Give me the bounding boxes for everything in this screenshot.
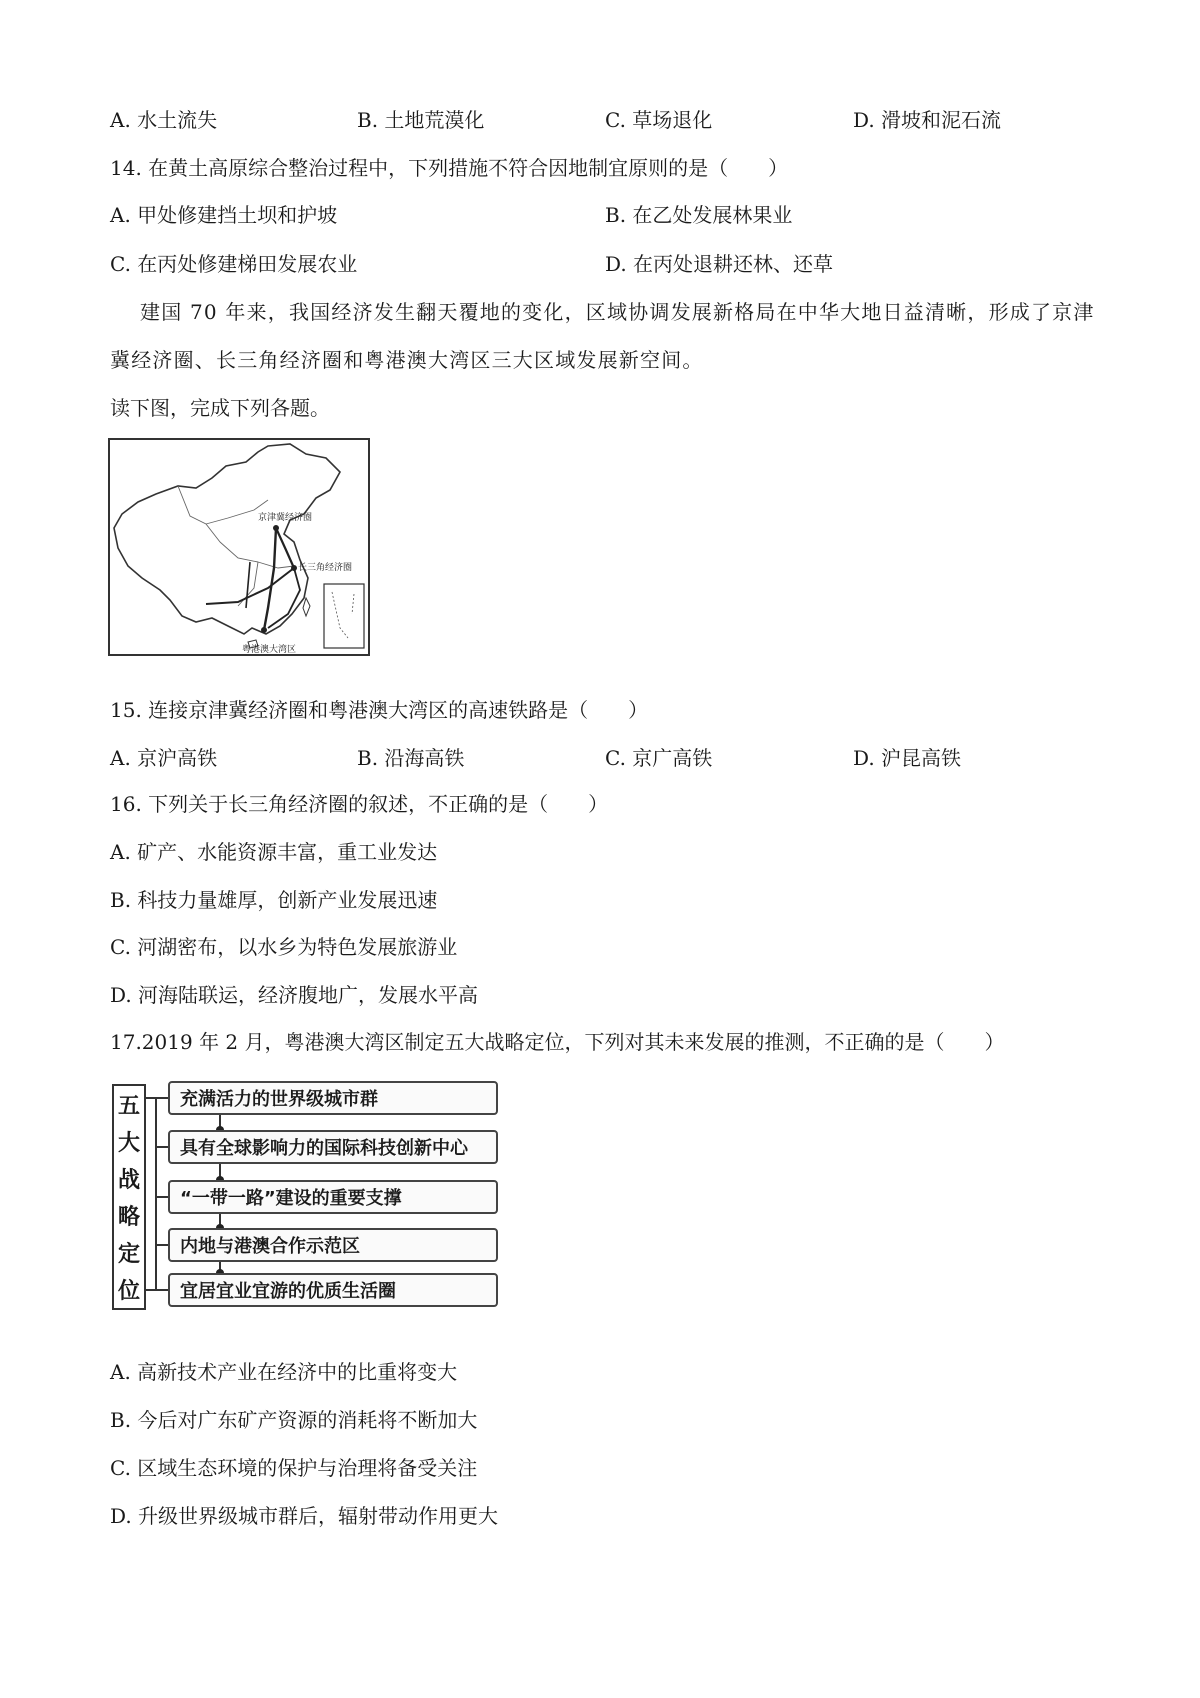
q13-option-d: D. 滑坡和泥石流 bbox=[853, 108, 1002, 132]
q14-option-d: D. 在丙处退耕还林、还草 bbox=[605, 252, 834, 276]
shanghai-dot bbox=[291, 565, 297, 571]
diagram-box-4: 内地与港澳合作示范区 bbox=[168, 1228, 498, 1262]
q17-stem: 17.2019 年 2 月，粤港澳大湾区制定五大战略定位，下列对其未来发展的推测，不正确的是（ ） bbox=[110, 1030, 1005, 1054]
q14-option-b: B. 在乙处发展林果业 bbox=[605, 203, 793, 227]
diagram-box-5: 宜居宜业宜游的优质生活圈 bbox=[168, 1273, 498, 1307]
beijing-dot bbox=[273, 525, 279, 531]
diagram-box-2: 具有全球影响力的国际科技创新中心 bbox=[168, 1130, 498, 1164]
guangzhou-dot bbox=[261, 627, 267, 633]
material-paragraph-line1: 建国 70 年来，我国经济发生翻天覆地的变化，区域协调发展新格局在中华大地日益清晰，形成了京津 bbox=[140, 300, 1095, 324]
china-economic-zones-map bbox=[108, 438, 370, 656]
map-frame bbox=[109, 439, 369, 655]
side-char: 位 bbox=[117, 1279, 140, 1304]
read-figure-instruction: 读下图，完成下列各题。 bbox=[110, 396, 330, 420]
map-label-yuegangao: 粤港澳大湾区 bbox=[242, 645, 297, 655]
map-label-jingjinji: 京津冀经济圈 bbox=[258, 513, 313, 523]
side-char: 大 bbox=[117, 1131, 140, 1156]
q15-option-c: C. 京广高铁 bbox=[605, 746, 713, 770]
five-strategic-positions-diagram bbox=[110, 1068, 510, 1316]
q14-option-c: C. 在丙处修建梯田发展农业 bbox=[110, 252, 358, 276]
q16-option-c: C. 河湖密布，以水乡为特色发展旅游业 bbox=[110, 935, 458, 959]
side-char: 战 bbox=[117, 1168, 140, 1193]
side-char: 五 bbox=[117, 1094, 140, 1119]
material-paragraph-line2: 冀经济圈、长三角经济圈和粤港澳大湾区三大区域发展新空间。 bbox=[110, 348, 704, 372]
q16-option-a: A. 矿产、水能资源丰富，重工业发达 bbox=[110, 840, 438, 864]
q13-option-a: A. 水土流失 bbox=[110, 108, 218, 132]
q14-stem: 14. 在黄土高原综合整治过程中，下列措施不符合因地制宜原则的是（ ） bbox=[110, 156, 789, 180]
map-label-changsanjiao: 长三角经济圈 bbox=[298, 563, 353, 573]
q16-option-b: B. 科技力量雄厚，创新产业发展迅速 bbox=[110, 888, 438, 912]
q15-option-d: D. 沪昆高铁 bbox=[853, 746, 962, 770]
q13-option-c: C. 草场退化 bbox=[605, 108, 713, 132]
q17-option-d: D. 升级世界级城市群后，辐射带动作用更大 bbox=[110, 1504, 499, 1528]
diagram-box-3: “一带一路”建设的重要支撑 bbox=[168, 1180, 498, 1214]
q17-option-a: A. 高新技术产业在经济中的比重将变大 bbox=[110, 1360, 458, 1384]
q15-option-a: A. 京沪高铁 bbox=[110, 746, 218, 770]
map-svg bbox=[108, 438, 370, 656]
q15-stem: 15. 连接京津冀经济圈和粤港澳大湾区的高速铁路是（ ） bbox=[110, 698, 649, 722]
side-char: 定 bbox=[117, 1242, 140, 1267]
q17-option-c: C. 区域生态环境的保护与治理将备受关注 bbox=[110, 1456, 478, 1480]
q14-option-a: A. 甲处修建挡土坝和护坡 bbox=[110, 203, 338, 227]
q17-option-b: B. 今后对广东矿产资源的消耗将不断加大 bbox=[110, 1408, 478, 1432]
q16-stem: 16. 下列关于长三角经济圈的叙述，不正确的是（ ） bbox=[110, 792, 609, 816]
side-char: 略 bbox=[117, 1205, 140, 1230]
q16-option-d: D. 河海陆联运，经济腹地广，发展水平高 bbox=[110, 983, 479, 1007]
diagram-box-1: 充满活力的世界级城市群 bbox=[168, 1081, 498, 1115]
diagram-side-label bbox=[112, 1084, 146, 1310]
q15-option-b: B. 沿海高铁 bbox=[357, 746, 465, 770]
q13-option-b: B. 土地荒漠化 bbox=[357, 108, 485, 132]
